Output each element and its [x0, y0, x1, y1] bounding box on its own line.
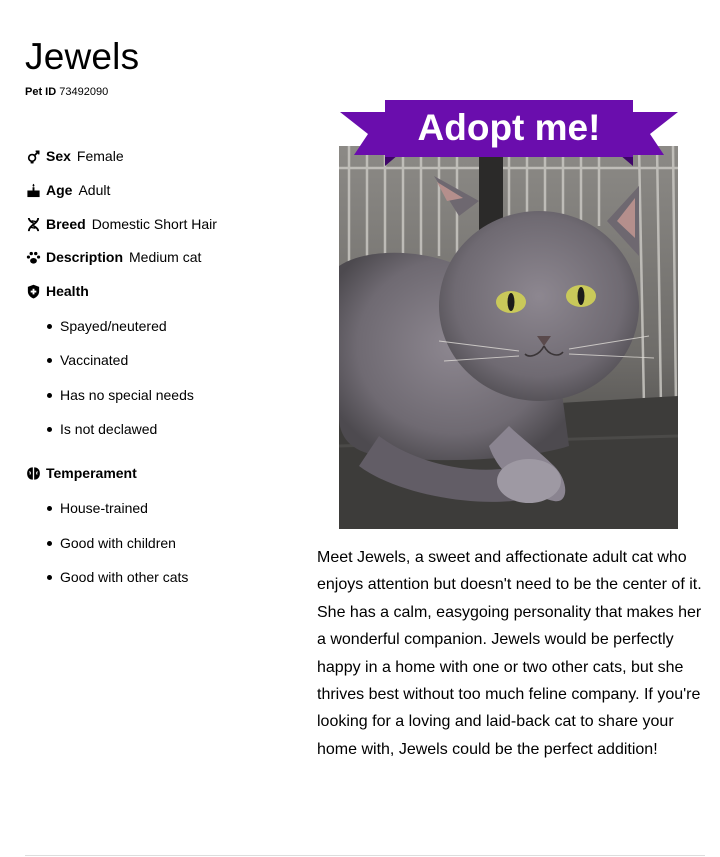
attr-description-value: Medium cat: [129, 249, 202, 265]
pet-bio: Meet Jewels, a sweet and affectionate adult cat who enjoys attention but doesn't need to be the center of it. She has a calm, easygoing personality that makes her a wonderful companion. Jewels would be perfectly happy in a home with one or two other cats, but she thrives best without too much feline company. If you're looking for a loving and laid-back cat to share your home with, Jewels could be the perfect addition!: [317, 549, 702, 758]
attr-age-value: Adult: [78, 182, 111, 198]
list-item: Good with children: [45, 535, 176, 551]
pet-photo: [339, 146, 678, 529]
list-item: Good with other cats: [45, 569, 188, 585]
attr-temperament-label: Temperament: [46, 465, 137, 481]
divider: [25, 855, 705, 856]
attr-breed-label: Breed: [46, 216, 86, 232]
attr-temperament: [25, 465, 143, 481]
list-item: Spayed/neutered: [45, 318, 167, 334]
pet-id: [25, 86, 108, 98]
pet-id-value: 73492090: [59, 86, 109, 98]
gender-icon: [25, 148, 41, 164]
cat-photo-illustration: [339, 146, 678, 529]
attr-description-label: Description: [46, 249, 124, 265]
list-item: Vaccinated: [45, 352, 128, 368]
attr-age-label: Age: [46, 182, 73, 198]
adopt-banner-text: Adopt me!: [417, 107, 601, 148]
pet-id-label: Pet ID: [25, 86, 57, 98]
attr-breed-value: Domestic Short Hair: [91, 216, 217, 232]
attr-sex-label: Sex: [46, 148, 71, 164]
attr-breed: [25, 216, 217, 232]
adopt-banner: [340, 100, 678, 168]
list-item: House-trained: [45, 500, 148, 516]
list-item: Is not declawed: [45, 421, 157, 437]
attr-sex-value: Female: [76, 148, 124, 164]
shield-plus-icon: [25, 283, 41, 299]
brain-icon: [25, 465, 41, 481]
attr-age: [25, 182, 110, 198]
pet-name: Jewels: [25, 36, 140, 77]
paw-icon: [25, 249, 41, 265]
dna-icon: [25, 216, 41, 232]
attr-health-label: Health: [46, 283, 89, 299]
attr-health: [25, 283, 95, 299]
attr-sex: [25, 148, 124, 164]
attr-description: [25, 249, 201, 265]
cake-icon: [25, 182, 41, 198]
list-item: Has no special needs: [45, 387, 194, 403]
